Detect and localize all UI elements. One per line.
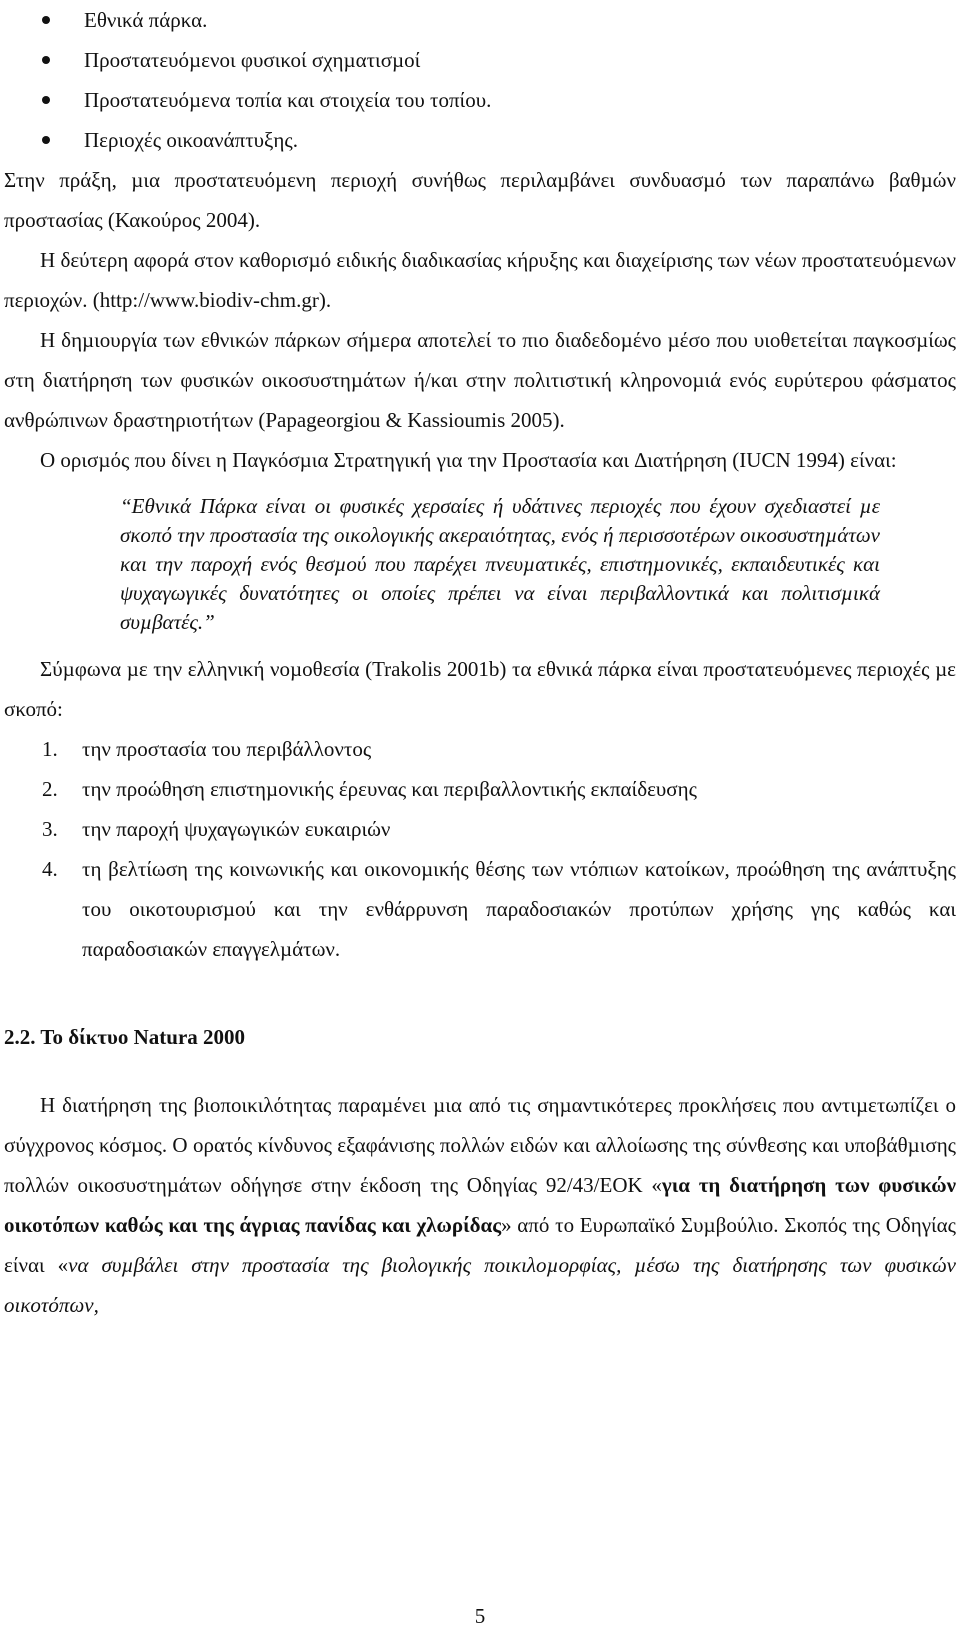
numbered-item [4, 849, 956, 969]
bullet-dot-icon [42, 136, 50, 144]
bullet-dot-icon [42, 56, 50, 64]
bullet-item [4, 40, 956, 80]
paragraph-national-parks: Η δηµιουργία των εθνικών πάρκων σήµερα αποτελεί το πιο διαδεδοµένο µέσο που υιοθετείται παγκοσµίως στη διατήρηση των φυσικών οικοσυστηµάτων ή/και στην πολιτιστική κληρονοµιά ενός ευρύτερου φάσµατος ανθρώπινων δραστηριοτήτων (Papageorgiou & Kassioumis 2005). [4, 328, 956, 432]
item-number: 1. [42, 737, 58, 761]
paragraph-greek-legislation: Σύµφωνα µε την ελληνική νοµοθεσία (Trakolis 2001b) τα εθνικά πάρκα είναι προστατευόµενες περιοχές µε σκοπό: [4, 657, 956, 721]
block-quote: “Εθνικά Πάρκα είναι οι φυσικές χερσαίες ή υδάτινες περιοχές που έχουν σχεδιαστεί µε σκοπό την προστασία της οικολογικής ακεραιότητας, ενός ή περισσοτέρων οικοσυστηµάτων και την παροχή ενός θεσµού που παρέχει πνευµατικές, επιστηµονικές, εκπαιδευτικές και ψυχαγωγικές δυνατότητες οι οποίες πρέπει να είναι περιβαλλοντικά και πολιτισµικά συµβατές.” [120, 494, 880, 634]
numbered-list [4, 729, 956, 969]
paragraph-second-aspect: Η δεύτερη αφορά στον καθορισµό ειδικής διαδικασίας κήρυξης και διαχείρισης των νέων προστατευόµενων περιοχών. (http://www.biodiv-chm.gr). [4, 248, 956, 312]
bullet-item [4, 120, 956, 160]
item-text: την προώθηση επιστηµονικής έρευνας και περιβαλλοντικής εκπαίδευσης [82, 777, 697, 801]
paragraph-iucn-definition: Ο ορισµός που δίνει η Παγκόσµια Στρατηγική για την Προστασία και ∆ιατήρηση (IUCN 1994) είναι: [40, 448, 897, 472]
paragraph-natura-intro [4, 1085, 956, 1325]
bullet-text: Προστατευόµενα τοπία και στοιχεία του τοπίου. [84, 88, 492, 112]
bullet-dot-icon [42, 96, 50, 104]
item-number: 4. [42, 857, 58, 881]
numbered-item [4, 809, 956, 849]
paragraph-protected-area-combination: Στην πράξη, µια προστατευόµενη περιοχή συνήθως περιλαµβάνει συνδυασµό των παραπάνω βαθµών προστασίας (Κακούρος 2004). [4, 168, 956, 232]
bullet-dot-icon [42, 16, 50, 24]
bullet-item [4, 0, 956, 40]
item-number: 3. [42, 817, 58, 841]
bullet-text: Εθνικά πάρκα. [84, 8, 208, 32]
intro-text-continued: » από το Ευρωπαϊκό Συµβούλιο. Σκοπός της Οδηγίας είναι « [4, 1213, 956, 1277]
intro-text: Η διατήρηση της βιοποικιλότητας παραµένει µια από τις σηµαντικότερες προκλήσεις που αντιµετωπίζει ο σύγχρονος κόσµος. Ο ορατός κίνδυνος εξαφάνισης πολλών ειδών και αλλοίωσης της σύνθεσης και υποβάθµισης πολλών οικοσυστηµάτων οδήγησε στην έκδοση της Οδηγίας 92/43/ΕΟΚ « [4, 1093, 956, 1197]
item-text: την παροχή ψυχαγωγικών ευκαιριών [82, 817, 391, 841]
bullet-list [4, 0, 956, 160]
bullet-item [4, 80, 956, 120]
section-heading: 2.2. Το δίκτυο Natura 2000 [4, 1025, 246, 1049]
numbered-item [4, 769, 956, 809]
bullet-text: Περιοχές οικοανάπτυξης. [84, 128, 298, 152]
numbered-item [4, 729, 956, 769]
item-text: την προστασία του περιβάλλοντος [82, 737, 372, 761]
bullet-text: Προστατευόµενοι φυσικοί σχηµατισµοί [84, 48, 421, 72]
directive-aim-italic: να συµβάλει στην προστασία της βιολογικής ποικιλοµορφίας, µέσω της διατήρησης των φυσικών οικοτόπων, [4, 1253, 957, 1317]
directive-title-bold: για τη διατήρηση των φυσικών οικοτόπων καθώς και της άγριας πανίδας και χλωρίδας [4, 1173, 956, 1237]
page-content [4, 0, 956, 1325]
item-text: τη βελτίωση της κοινωνικής και οικονοµικής θέσης των ντόπιων κατοίκων, προώθηση της ανάπτυξης του οικοτουρισµού και την ενθάρρυνση παραδοσιακών προτύπων χρήσης γης καθώς και παραδοσιακών επαγγελµάτων. [82, 857, 956, 961]
page-number: 5 [474, 1604, 486, 1628]
item-number: 2. [42, 777, 58, 801]
